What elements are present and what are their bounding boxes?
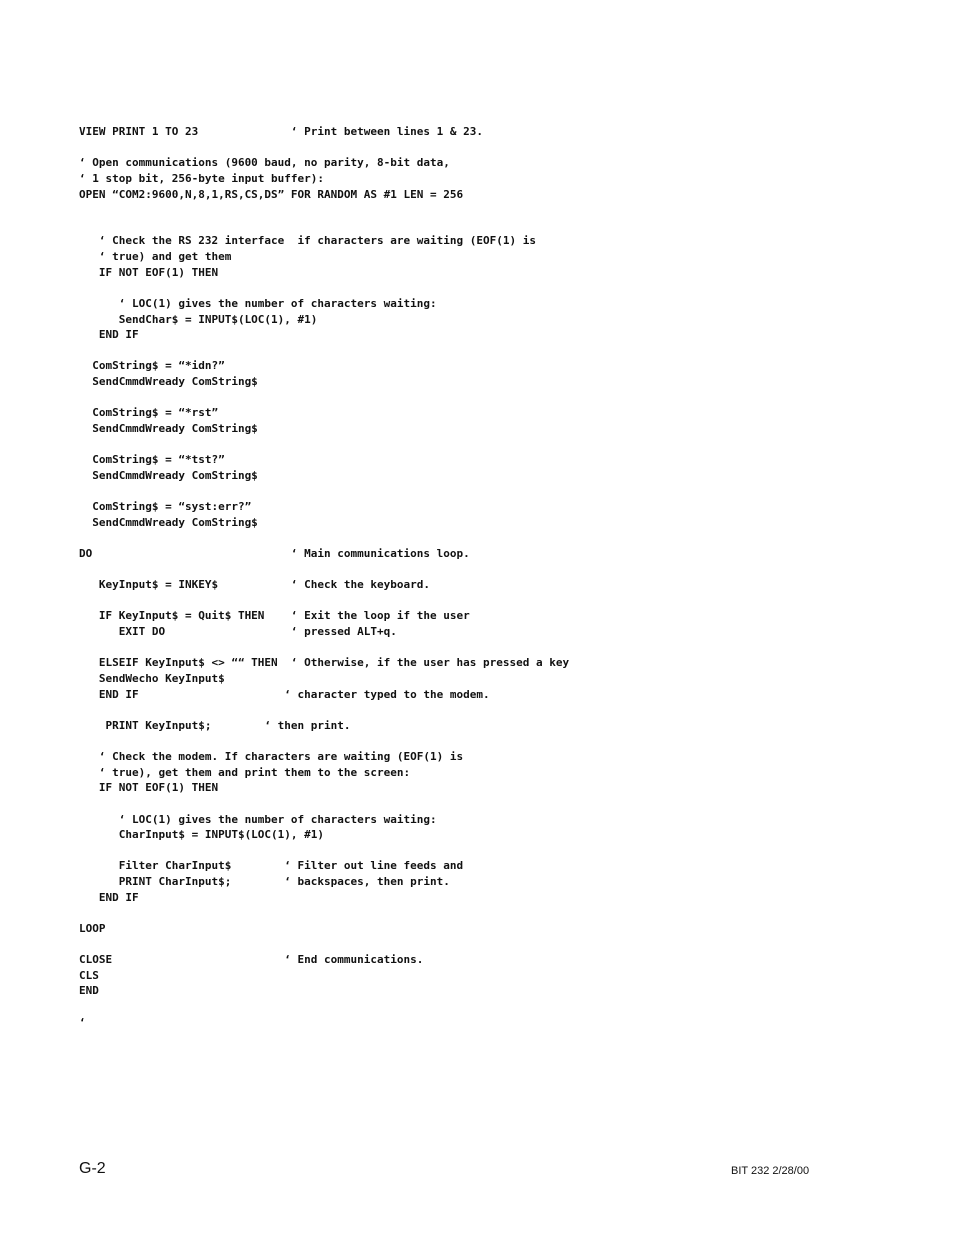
code-line: KeyInput$ = INKEY$ ‘ Check the keyboard.	[79, 578, 430, 592]
code-line: ‘ LOC(1) gives the number of characters waiting:	[79, 296, 437, 310]
code-line	[79, 483, 569, 499]
code-line: ‘ Check the modem. If characters are waiting (EOF(1) is	[79, 750, 464, 763]
code-line: ComString$ = “*rst”	[79, 406, 219, 420]
code-line	[79, 843, 569, 859]
code-line	[79, 390, 569, 406]
code-line	[79, 640, 569, 656]
code-line: IF NOT EOF(1) THEN	[79, 781, 219, 795]
code-line	[79, 733, 569, 749]
code-line: CLOSE ‘ End communications.	[79, 953, 424, 967]
code-line: ‘ true), get them and print them to the screen:	[79, 765, 411, 779]
page-number: G-2	[79, 1160, 106, 1177]
code-line	[79, 905, 569, 921]
code-line: DO ‘ Main communications loop.	[79, 546, 470, 560]
code-line: SendWecho KeyInput$	[79, 671, 225, 685]
code-line: END IF	[79, 890, 139, 904]
code-line: ‘ true) and get them	[79, 250, 232, 263]
code-line: ComString$ = “syst:err?”	[79, 500, 252, 513]
code-line: Filter CharInput$ ‘ Filter out line feeds and	[79, 859, 464, 873]
code-line: ELSEIF KeyInput$ <> ““ THEN ‘ Otherwise, if the user has pressed a key	[79, 656, 570, 670]
code-line: VIEW PRINT 1 TO 23 ‘ Print between lines 1 & 23.	[79, 125, 483, 138]
code-line: PRINT KeyInput$; ‘ then print.	[79, 718, 351, 732]
code-line	[79, 218, 569, 234]
code-line	[79, 530, 569, 546]
code-line	[79, 343, 569, 359]
code-line	[79, 796, 569, 812]
document-id: BIT 232 2/28/00	[731, 1165, 810, 1177]
code-line: OPEN “COM2:9600,N,8,1,RS,CS,DS” FOR RANDOM AS #1 LEN = 256	[79, 187, 464, 201]
code-line: EXIT DO ‘ pressed ALT+q.	[79, 625, 397, 638]
code-line	[79, 562, 569, 578]
code-line: IF NOT EOF(1) THEN	[79, 265, 219, 279]
code-line	[79, 280, 569, 296]
code-line: SendCmmdWready ComString$	[79, 515, 258, 529]
code-line: ‘ Check the RS 232 interface if characters are waiting (EOF(1) is	[79, 234, 536, 248]
code-line: END IF ‘ character typed to the modem.	[79, 687, 490, 701]
code-line	[79, 437, 569, 453]
code-line: SendCmmdWready ComString$	[79, 421, 258, 435]
code-line: ‘ 1 stop bit, 256-byte input buffer):	[79, 171, 325, 185]
code-line: CharInput$ = INPUT$(LOC(1), #1)	[79, 828, 325, 842]
code-line: END IF	[79, 328, 139, 342]
code-listing	[79, 124, 569, 1030]
code-line: CLS	[79, 968, 99, 982]
code-line: ‘ LOC(1) gives the number of characters waiting:	[79, 812, 437, 826]
code-line	[79, 593, 569, 609]
code-line: LOOP	[79, 921, 106, 935]
code-line: END	[79, 984, 99, 998]
code-line	[79, 202, 569, 218]
code-line: ComString$ = “*tst?”	[79, 453, 225, 467]
code-line: ‘ Open communications (9600 baud, no parity, 8-bit data,	[79, 156, 450, 170]
code-line	[79, 999, 569, 1015]
code-line: PRINT CharInput$; ‘ backspaces, then print.	[79, 875, 450, 888]
code-line: ComString$ = “*idn?”	[79, 359, 225, 373]
code-line	[79, 702, 569, 718]
code-line: SendCmmdWready ComString$	[79, 375, 258, 388]
code-line: ‘	[79, 1015, 86, 1029]
code-line: SendCmmdWready ComString$	[79, 468, 258, 482]
code-line: IF KeyInput$ = Quit$ THEN ‘ Exit the loop if the user	[79, 609, 470, 623]
code-line: SendChar$ = INPUT$(LOC(1), #1)	[79, 312, 318, 326]
code-line	[79, 937, 569, 953]
code-line	[79, 140, 569, 156]
